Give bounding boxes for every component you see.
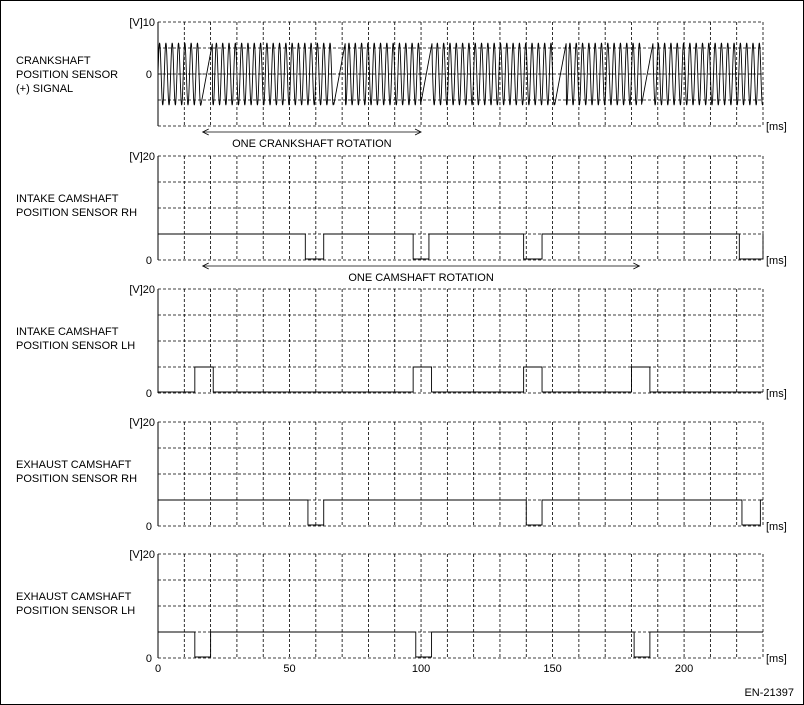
series-label: POSITION SENSOR RH — [16, 207, 138, 219]
series-label: CRANKSHAFT — [16, 55, 91, 67]
y-tick-label: 0 — [145, 255, 152, 267]
y-tick-label: [V]20 — [129, 549, 155, 561]
series-label: EXHAUST CAMSHAFT — [16, 591, 132, 603]
rotation-annotation: ONE CAMSHAFT ROTATION — [348, 272, 494, 284]
x-tick-label: 150 — [543, 663, 562, 675]
x-tick-label: 50 — [283, 663, 296, 675]
panel-3 — [16, 284, 787, 400]
series-label: POSITION SENSOR LH — [16, 340, 136, 352]
x-unit-label: [ms] — [766, 653, 787, 665]
x-unit-label: [ms] — [766, 255, 787, 267]
series-label: EXHAUST CAMSHAFT — [16, 459, 132, 471]
signal-trace — [158, 367, 763, 392]
signal-trace — [158, 500, 763, 525]
y-tick-label: [V]20 — [129, 151, 155, 163]
figure-code: EN-21397 — [744, 687, 794, 699]
signal-trace — [158, 632, 763, 657]
x-tick-label: 0 — [154, 663, 162, 675]
panel-2 — [16, 151, 787, 284]
x-tick-label: 200 — [674, 663, 694, 675]
y-tick-label: [V]10 — [129, 17, 155, 29]
y-tick-label: 0 — [145, 653, 152, 665]
signal-trace — [158, 234, 763, 259]
series-label: POSITION SENSOR LH — [16, 605, 136, 617]
series-label: INTAKE CAMSHAFT — [16, 326, 119, 338]
rotation-annotation: ONE CRANKSHAFT ROTATION — [232, 138, 392, 150]
x-tick-label: 100 — [411, 663, 431, 675]
y-tick-label: [V]20 — [129, 417, 155, 429]
x-unit-label: [ms] — [766, 388, 787, 400]
series-label: POSITION SENSOR RH — [16, 473, 138, 485]
y-tick-label: 0 — [145, 388, 152, 400]
panel-4 — [16, 417, 787, 533]
y-tick-label: [V]20 — [129, 284, 155, 296]
x-unit-label: [ms] — [766, 121, 787, 133]
y-tick-label: 0 — [145, 521, 152, 533]
series-label: (+) SIGNAL — [16, 83, 74, 95]
series-label: POSITION SENSOR — [16, 69, 119, 81]
x-unit-label: [ms] — [766, 521, 787, 533]
panel-1 — [16, 17, 787, 150]
series-label: INTAKE CAMSHAFT — [16, 193, 119, 205]
panel-5 — [16, 549, 787, 665]
y-tick-label: 0 — [145, 69, 152, 81]
